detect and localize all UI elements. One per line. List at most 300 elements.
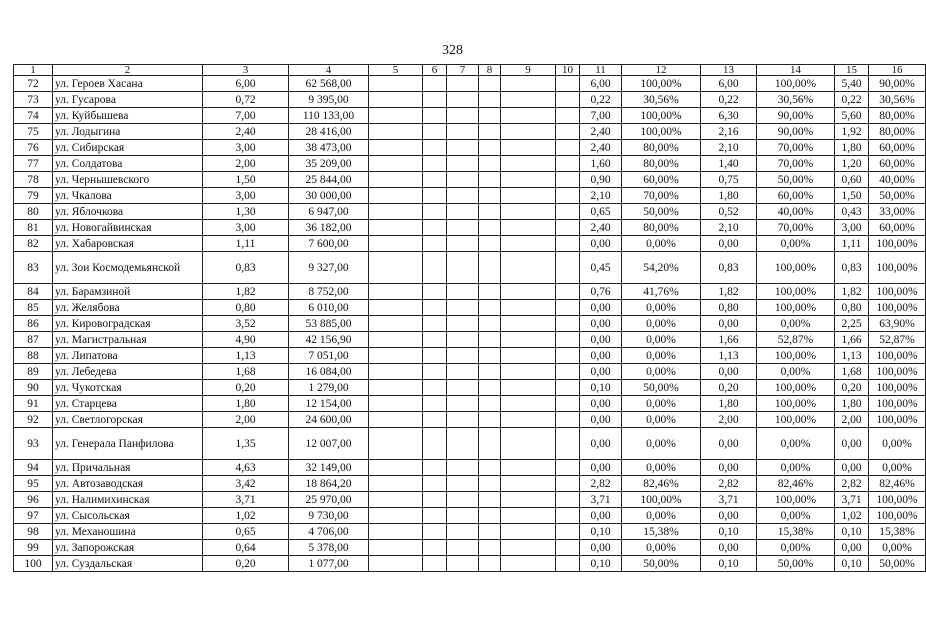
- table-body: [14, 76, 926, 572]
- cell-c3: 1,50: [203, 172, 289, 188]
- cell-c7: [447, 172, 479, 188]
- cell-c4: 32 149,00: [289, 460, 369, 476]
- cell-c15: 0,20: [835, 380, 869, 396]
- cell-c9: [501, 460, 556, 476]
- cell-c14: 70,00%: [757, 140, 835, 156]
- cell-c9: [501, 364, 556, 380]
- cell-c15: 1,66: [835, 332, 869, 348]
- cell-c10: [556, 252, 580, 284]
- cell-c16: 30,56%: [869, 92, 926, 108]
- row-number: 87: [14, 332, 53, 348]
- cell-c11: 0,65: [580, 204, 622, 220]
- cell-c3: 1,68: [203, 364, 289, 380]
- cell-c13: 2,00: [701, 412, 757, 428]
- table-row: [14, 428, 926, 460]
- column-header: 16: [869, 65, 926, 76]
- street-name: ул. Автозаводская: [53, 476, 203, 492]
- cell-c10: [556, 156, 580, 172]
- cell-c15: 2,00: [835, 412, 869, 428]
- street-name: ул. Сибирская: [53, 140, 203, 156]
- cell-c3: 0,20: [203, 380, 289, 396]
- street-name: ул. Чкалова: [53, 188, 203, 204]
- cell-c14: 70,00%: [757, 220, 835, 236]
- table-row: [14, 204, 926, 220]
- street-name: ул. Старцева: [53, 396, 203, 412]
- cell-c3: 0,80: [203, 300, 289, 316]
- table-row: [14, 284, 926, 300]
- cell-c14: 82,46%: [757, 476, 835, 492]
- cell-c5: [369, 492, 423, 508]
- cell-c13: 0,00: [701, 508, 757, 524]
- cell-c13: 3,71: [701, 492, 757, 508]
- street-name: ул. Хабаровская: [53, 236, 203, 252]
- cell-c8: [479, 156, 501, 172]
- street-name: ул. Чернышевского: [53, 172, 203, 188]
- cell-c11: 2,40: [580, 124, 622, 140]
- cell-c12: 100,00%: [622, 492, 701, 508]
- cell-c13: 0,83: [701, 252, 757, 284]
- cell-c15: 0,22: [835, 92, 869, 108]
- cell-c14: 100,00%: [757, 284, 835, 300]
- cell-c7: [447, 236, 479, 252]
- cell-c10: [556, 412, 580, 428]
- cell-c6: [423, 204, 447, 220]
- cell-c6: [423, 124, 447, 140]
- cell-c12: 100,00%: [622, 76, 701, 92]
- row-number: 86: [14, 316, 53, 332]
- cell-c8: [479, 460, 501, 476]
- cell-c11: 0,00: [580, 460, 622, 476]
- table-row: [14, 252, 926, 284]
- cell-c4: 4 706,00: [289, 524, 369, 540]
- cell-c13: 0,00: [701, 316, 757, 332]
- table-row: [14, 460, 926, 476]
- cell-c4: 5 378,00: [289, 540, 369, 556]
- cell-c3: 3,52: [203, 316, 289, 332]
- street-name: ул. Кировоградская: [53, 316, 203, 332]
- cell-c9: [501, 140, 556, 156]
- cell-c13: 6,00: [701, 76, 757, 92]
- header-row: [14, 65, 926, 76]
- cell-c8: [479, 204, 501, 220]
- cell-c16: 0,00%: [869, 460, 926, 476]
- row-number: 83: [14, 252, 53, 284]
- cell-c15: 1,68: [835, 364, 869, 380]
- cell-c11: 0,00: [580, 316, 622, 332]
- cell-c13: 0,22: [701, 92, 757, 108]
- street-name: ул. Причальная: [53, 460, 203, 476]
- cell-c9: [501, 124, 556, 140]
- page-number: 328: [442, 43, 463, 58]
- cell-c9: [501, 428, 556, 460]
- cell-c6: [423, 300, 447, 316]
- column-header: 2: [53, 65, 203, 76]
- row-number: 97: [14, 508, 53, 524]
- cell-c5: [369, 252, 423, 284]
- cell-c5: [369, 428, 423, 460]
- cell-c4: 25 844,00: [289, 172, 369, 188]
- cell-c16: 100,00%: [869, 364, 926, 380]
- cell-c15: 1,13: [835, 348, 869, 364]
- cell-c16: 80,00%: [869, 124, 926, 140]
- cell-c3: 6,00: [203, 76, 289, 92]
- cell-c11: 0,00: [580, 428, 622, 460]
- cell-c5: [369, 140, 423, 156]
- table-row: [14, 316, 926, 332]
- cell-c3: 0,20: [203, 556, 289, 572]
- table-row: [14, 364, 926, 380]
- cell-c10: [556, 460, 580, 476]
- cell-c14: 0,00%: [757, 364, 835, 380]
- cell-c13: 1,40: [701, 156, 757, 172]
- cell-c6: [423, 396, 447, 412]
- cell-c4: 53 885,00: [289, 316, 369, 332]
- cell-c14: 90,00%: [757, 108, 835, 124]
- cell-c3: 0,65: [203, 524, 289, 540]
- table-row: [14, 348, 926, 364]
- cell-c9: [501, 380, 556, 396]
- cell-c6: [423, 332, 447, 348]
- cell-c12: 100,00%: [622, 124, 701, 140]
- cell-c3: 3,71: [203, 492, 289, 508]
- cell-c15: 3,00: [835, 220, 869, 236]
- row-number: 93: [14, 428, 53, 460]
- cell-c10: [556, 220, 580, 236]
- cell-c10: [556, 236, 580, 252]
- cell-c16: 90,00%: [869, 76, 926, 92]
- cell-c7: [447, 156, 479, 172]
- table-row: [14, 188, 926, 204]
- cell-c16: 0,00%: [869, 428, 926, 460]
- cell-c14: 50,00%: [757, 556, 835, 572]
- cell-c10: [556, 204, 580, 220]
- cell-c15: 0,80: [835, 300, 869, 316]
- row-number: 72: [14, 76, 53, 92]
- cell-c12: 82,46%: [622, 476, 701, 492]
- cell-c13: 6,30: [701, 108, 757, 124]
- cell-c3: 0,64: [203, 540, 289, 556]
- cell-c16: 100,00%: [869, 492, 926, 508]
- cell-c14: 15,38%: [757, 524, 835, 540]
- cell-c13: 1,13: [701, 348, 757, 364]
- cell-c7: [447, 396, 479, 412]
- cell-c4: 42 156,90: [289, 332, 369, 348]
- cell-c15: 0,83: [835, 252, 869, 284]
- cell-c7: [447, 252, 479, 284]
- cell-c15: 2,25: [835, 316, 869, 332]
- street-name: ул. Светлогорская: [53, 412, 203, 428]
- cell-c9: [501, 332, 556, 348]
- street-name: ул. Лодыгина: [53, 124, 203, 140]
- cell-c11: 2,10: [580, 188, 622, 204]
- cell-c5: [369, 204, 423, 220]
- cell-c13: 1,66: [701, 332, 757, 348]
- cell-c13: 0,52: [701, 204, 757, 220]
- cell-c6: [423, 172, 447, 188]
- row-number: 77: [14, 156, 53, 172]
- cell-c12: 100,00%: [622, 108, 701, 124]
- cell-c5: [369, 284, 423, 300]
- cell-c15: 0,00: [835, 540, 869, 556]
- cell-c14: 70,00%: [757, 156, 835, 172]
- table-row: [14, 300, 926, 316]
- cell-c15: 0,60: [835, 172, 869, 188]
- row-number: 81: [14, 220, 53, 236]
- cell-c4: 12 154,00: [289, 396, 369, 412]
- cell-c3: 3,00: [203, 188, 289, 204]
- street-name: ул. Магистральная: [53, 332, 203, 348]
- cell-c16: 50,00%: [869, 188, 926, 204]
- cell-c7: [447, 428, 479, 460]
- cell-c13: 0,20: [701, 380, 757, 396]
- cell-c5: [369, 108, 423, 124]
- cell-c15: 5,60: [835, 108, 869, 124]
- cell-c12: 0,00%: [622, 300, 701, 316]
- cell-c13: 0,80: [701, 300, 757, 316]
- row-number: 98: [14, 524, 53, 540]
- cell-c12: 80,00%: [622, 156, 701, 172]
- cell-c8: [479, 300, 501, 316]
- cell-c6: [423, 380, 447, 396]
- table-row: [14, 412, 926, 428]
- cell-c4: 25 970,00: [289, 492, 369, 508]
- cell-c13: 2,10: [701, 140, 757, 156]
- cell-c4: 24 600,00: [289, 412, 369, 428]
- cell-c7: [447, 108, 479, 124]
- cell-c11: 2,40: [580, 140, 622, 156]
- cell-c6: [423, 540, 447, 556]
- cell-c11: 0,00: [580, 540, 622, 556]
- cell-c3: 2,00: [203, 156, 289, 172]
- column-header: 15: [835, 65, 869, 76]
- column-header: 9: [501, 65, 556, 76]
- cell-c6: [423, 108, 447, 124]
- column-header: 8: [479, 65, 501, 76]
- cell-c7: [447, 364, 479, 380]
- cell-c6: [423, 284, 447, 300]
- cell-c9: [501, 476, 556, 492]
- cell-c4: 7 600,00: [289, 236, 369, 252]
- cell-c10: [556, 540, 580, 556]
- cell-c14: 0,00%: [757, 316, 835, 332]
- cell-c8: [479, 220, 501, 236]
- cell-c15: 1,20: [835, 156, 869, 172]
- cell-c11: 6,00: [580, 76, 622, 92]
- street-name: ул. Барамзиной: [53, 284, 203, 300]
- cell-c3: 0,72: [203, 92, 289, 108]
- cell-c9: [501, 172, 556, 188]
- cell-c7: [447, 412, 479, 428]
- cell-c6: [423, 364, 447, 380]
- row-number: 82: [14, 236, 53, 252]
- cell-c4: 35 209,00: [289, 156, 369, 172]
- cell-c15: 0,10: [835, 556, 869, 572]
- cell-c16: 60,00%: [869, 140, 926, 156]
- cell-c5: [369, 316, 423, 332]
- table-row: [14, 380, 926, 396]
- cell-c3: 0,83: [203, 252, 289, 284]
- cell-c8: [479, 412, 501, 428]
- cell-c5: [369, 156, 423, 172]
- cell-c9: [501, 236, 556, 252]
- cell-c12: 80,00%: [622, 220, 701, 236]
- street-name: ул. Генерала Панфилова: [53, 428, 203, 460]
- cell-c5: [369, 396, 423, 412]
- cell-c14: 0,00%: [757, 460, 835, 476]
- cell-c8: [479, 124, 501, 140]
- cell-c9: [501, 524, 556, 540]
- cell-c7: [447, 124, 479, 140]
- column-header: 12: [622, 65, 701, 76]
- cell-c15: 0,00: [835, 460, 869, 476]
- cell-c11: 0,00: [580, 364, 622, 380]
- table-row: [14, 108, 926, 124]
- cell-c8: [479, 556, 501, 572]
- cell-c16: 82,46%: [869, 476, 926, 492]
- cell-c10: [556, 508, 580, 524]
- street-name: ул. Чукотская: [53, 380, 203, 396]
- cell-c10: [556, 92, 580, 108]
- column-header: 4: [289, 65, 369, 76]
- cell-c3: 1,11: [203, 236, 289, 252]
- cell-c6: [423, 316, 447, 332]
- cell-c9: [501, 204, 556, 220]
- cell-c14: 0,00%: [757, 540, 835, 556]
- cell-c7: [447, 316, 479, 332]
- cell-c16: 100,00%: [869, 300, 926, 316]
- cell-c11: 3,71: [580, 492, 622, 508]
- street-name: ул. Героев Хасана: [53, 76, 203, 92]
- street-name: ул. Налимихинская: [53, 492, 203, 508]
- cell-c4: 6 010,00: [289, 300, 369, 316]
- column-header: 3: [203, 65, 289, 76]
- cell-c11: 0,00: [580, 348, 622, 364]
- row-number: 76: [14, 140, 53, 156]
- cell-c11: 0,00: [580, 300, 622, 316]
- cell-c7: [447, 300, 479, 316]
- table-row: [14, 476, 926, 492]
- cell-c5: [369, 460, 423, 476]
- row-number: 99: [14, 540, 53, 556]
- cell-c16: 63,90%: [869, 316, 926, 332]
- cell-c16: 100,00%: [869, 284, 926, 300]
- cell-c8: [479, 476, 501, 492]
- cell-c7: [447, 140, 479, 156]
- cell-c16: 52,87%: [869, 332, 926, 348]
- cell-c4: 12 007,00: [289, 428, 369, 460]
- cell-c15: 1,50: [835, 188, 869, 204]
- cell-c4: 36 182,00: [289, 220, 369, 236]
- cell-c3: 3,00: [203, 220, 289, 236]
- cell-c3: 1,30: [203, 204, 289, 220]
- cell-c12: 0,00%: [622, 236, 701, 252]
- cell-c5: [369, 348, 423, 364]
- cell-c14: 100,00%: [757, 396, 835, 412]
- row-number: 95: [14, 476, 53, 492]
- cell-c5: [369, 124, 423, 140]
- column-header: 5: [369, 65, 423, 76]
- cell-c9: [501, 412, 556, 428]
- cell-c8: [479, 332, 501, 348]
- cell-c11: 0,00: [580, 396, 622, 412]
- cell-c6: [423, 188, 447, 204]
- cell-c12: 54,20%: [622, 252, 701, 284]
- cell-c12: 60,00%: [622, 172, 701, 188]
- row-number: 90: [14, 380, 53, 396]
- cell-c13: 2,16: [701, 124, 757, 140]
- street-name: ул. Новогайвинская: [53, 220, 203, 236]
- cell-c16: 100,00%: [869, 236, 926, 252]
- cell-c7: [447, 540, 479, 556]
- cell-c13: 1,80: [701, 188, 757, 204]
- table-row: [14, 492, 926, 508]
- cell-c3: 1,02: [203, 508, 289, 524]
- cell-c8: [479, 540, 501, 556]
- cell-c5: [369, 508, 423, 524]
- cell-c9: [501, 508, 556, 524]
- table-row: [14, 396, 926, 412]
- cell-c15: 0,00: [835, 428, 869, 460]
- cell-c13: 0,10: [701, 556, 757, 572]
- cell-c13: 0,00: [701, 236, 757, 252]
- cell-c12: 30,56%: [622, 92, 701, 108]
- cell-c10: [556, 300, 580, 316]
- street-name: ул. Куйбышева: [53, 108, 203, 124]
- cell-c3: 1,35: [203, 428, 289, 460]
- cell-c6: [423, 140, 447, 156]
- cell-c15: 1,92: [835, 124, 869, 140]
- cell-c7: [447, 204, 479, 220]
- cell-c16: 0,00%: [869, 540, 926, 556]
- row-number: 94: [14, 460, 53, 476]
- cell-c7: [447, 284, 479, 300]
- cell-c3: 1,80: [203, 396, 289, 412]
- cell-c16: 80,00%: [869, 108, 926, 124]
- cell-c4: 6 947,00: [289, 204, 369, 220]
- cell-c3: 4,90: [203, 332, 289, 348]
- cell-c9: [501, 316, 556, 332]
- cell-c4: 1 279,00: [289, 380, 369, 396]
- cell-c16: 50,00%: [869, 556, 926, 572]
- cell-c11: 0,76: [580, 284, 622, 300]
- cell-c10: [556, 316, 580, 332]
- cell-c4: 9 395,00: [289, 92, 369, 108]
- cell-c4: 8 752,00: [289, 284, 369, 300]
- column-header: 7: [447, 65, 479, 76]
- street-name: ул. Солдатова: [53, 156, 203, 172]
- table-row: [14, 524, 926, 540]
- cell-c12: 0,00%: [622, 348, 701, 364]
- cell-c8: [479, 348, 501, 364]
- cell-c16: 100,00%: [869, 508, 926, 524]
- cell-c6: [423, 508, 447, 524]
- cell-c10: [556, 428, 580, 460]
- cell-c9: [501, 156, 556, 172]
- street-name: ул. Яблочкова: [53, 204, 203, 220]
- cell-c6: [423, 92, 447, 108]
- cell-c14: 100,00%: [757, 380, 835, 396]
- cell-c8: [479, 236, 501, 252]
- table-row: [14, 508, 926, 524]
- cell-c13: 0,75: [701, 172, 757, 188]
- cell-c8: [479, 428, 501, 460]
- cell-c15: 1,11: [835, 236, 869, 252]
- cell-c3: 2,40: [203, 124, 289, 140]
- cell-c13: 2,82: [701, 476, 757, 492]
- cell-c4: 30 000,00: [289, 188, 369, 204]
- cell-c8: [479, 508, 501, 524]
- cell-c11: 0,00: [580, 332, 622, 348]
